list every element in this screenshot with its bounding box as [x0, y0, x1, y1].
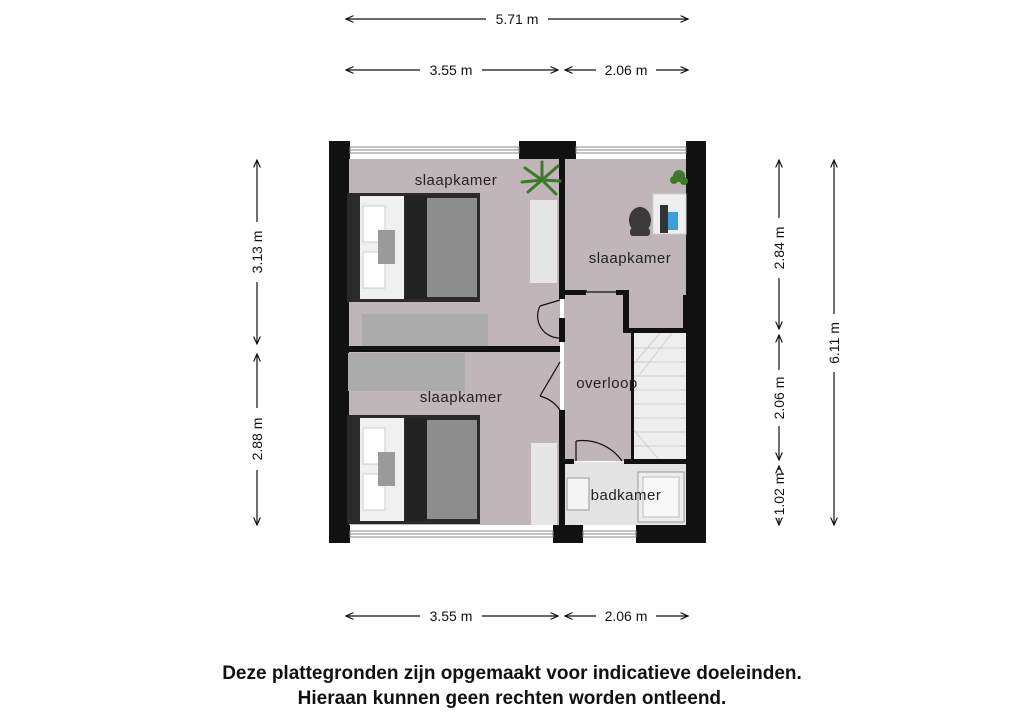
room-label-bedroom-bottom-left: slaapkamer [419, 389, 503, 406]
dim-right-inner-upper: 2.84 m [771, 226, 787, 270]
dim-left-lower: 2.88 m [249, 417, 265, 461]
disclaimer-line-2: Hieraan kunnen geen rechten worden ontleend. [297, 688, 727, 709]
bed-bottom-left [347, 415, 480, 524]
dim-left-upper: 3.13 m [249, 230, 265, 274]
room-label-landing: overloop [576, 375, 638, 392]
room-label-bedroom-top-left: slaapkamer [414, 172, 498, 189]
dim-bottom-left: 3.55 m [429, 608, 473, 624]
disclaimer-line-1: Deze plattegronden zijn opgemaakt voor indicatieve doeleinden. [222, 663, 802, 684]
room-label-bedroom-top-right: slaapkamer [588, 250, 672, 267]
staircase [632, 333, 686, 461]
dim-right-inner-middle: 2.06 m [771, 376, 787, 420]
office-chair-icon [629, 207, 651, 236]
dim-top-right: 2.06 m [604, 62, 648, 78]
dim-right-outer-total: 6.11 m [826, 322, 842, 364]
dim-right-inner-lower: 1.02 m [771, 472, 787, 516]
desk [653, 194, 686, 234]
wardrobe-bottom-left [531, 443, 557, 525]
dim-bottom-right: 2.06 m [604, 608, 648, 624]
dim-top-total: 5.71 m [495, 11, 539, 27]
bed-top-left [347, 193, 480, 302]
room-label-bathroom: badkamer [590, 487, 662, 504]
rug-bottom-left [348, 353, 465, 391]
dim-top-left: 3.55 m [429, 62, 473, 78]
sink [567, 478, 589, 510]
wardrobe-top-left [530, 200, 557, 283]
rug-top-left [362, 314, 488, 346]
